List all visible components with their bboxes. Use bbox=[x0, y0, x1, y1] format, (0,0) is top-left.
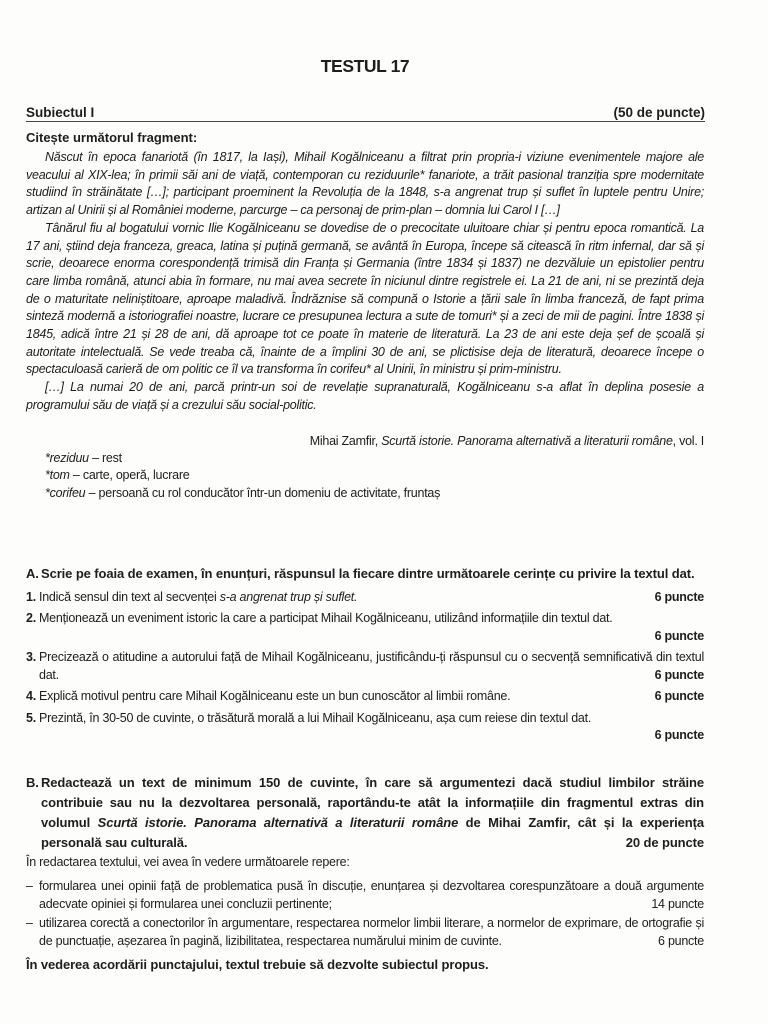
footnote bbox=[45, 467, 704, 485]
question-item bbox=[26, 589, 704, 607]
question-text: Explică motivul pentru care Mihail Kogălniceanu este un bun cunoscător al limbii române. bbox=[39, 689, 511, 703]
section-a-heading-text: Scrie pe foaia de examen, în enunțuri, răspunsul la fiecare dintre următoarele cerințe cu privire la textul dat. bbox=[41, 566, 695, 581]
criterion-dash: – bbox=[26, 879, 33, 893]
passage-paragraph: Născut în epoca fanariotă (în 1817, la Iași), Mihail Kogălniceanu a filtrat prin propria-i viziune evenimentele majore ale veacului al XIX-lea; în primii săi ani de viață, contemporan cu reziduurile* fanariote, a trăit pasional tranziția spre modernitate studiind în străinătate […]; participant proeminent la Revoluția de la 1848, s-a angrenat trup și suflet în luptele pentru Unire; artizan al Unirii și al României moderne, parcurge – ca personaj de prim-plan – domnia lui Carol I […] bbox=[26, 150, 704, 218]
subject-header bbox=[26, 105, 705, 122]
section-b-task bbox=[26, 773, 704, 853]
criterion-item bbox=[26, 914, 704, 950]
question-text: Precizează o atitudine a autorului față de Mihail Kogălniceanu, justificându-ți răspunsul cu o secvență semnificativă din textul dat. bbox=[39, 650, 704, 682]
question-text: Indică sensul din text al secvenței bbox=[39, 589, 220, 604]
question-list bbox=[26, 589, 704, 745]
footnote-definition: – persoană cu rol conducător într-un domeniu de activitate, fruntaș bbox=[85, 485, 441, 500]
footnote-definition: – rest bbox=[88, 450, 122, 465]
section-b-book-title: Scurtă istorie. Panorama alternativă a literaturii române bbox=[97, 815, 459, 830]
footnote-term: *tom bbox=[45, 468, 70, 483]
question-item bbox=[26, 649, 704, 684]
source-author: Mihai Zamfir, bbox=[309, 433, 382, 448]
criterion-text: utilizarea corectă a conectorilor în argumentare, respectarea normelor limbii literare, a normelor de exprimare, de ortografie și de punctuație, așezarea în pagină, lizibilitatea, respectarea numărului minim de cuvinte. bbox=[39, 916, 704, 948]
test-title: TESTUL 17 bbox=[320, 56, 410, 76]
section-a-letter: A. bbox=[26, 566, 39, 581]
source-volume: , vol. I bbox=[672, 433, 704, 448]
footnote bbox=[45, 485, 704, 503]
footnotes bbox=[45, 450, 704, 503]
subject-label: Subiectul I bbox=[26, 105, 95, 120]
question-text: Menționează un eveniment istoric la care a participat Mihail Kogălniceanu, utilizând informațiile din textul dat. bbox=[39, 611, 613, 625]
reading-block bbox=[26, 149, 704, 502]
section-b bbox=[26, 773, 704, 974]
section-a-heading bbox=[26, 565, 704, 583]
footnote-term: *corifeu bbox=[45, 485, 86, 500]
question-points: 6 puncte bbox=[654, 589, 704, 604]
question-quote: s-a angrenat trup și suflet. bbox=[219, 589, 358, 604]
passage bbox=[26, 149, 704, 415]
section-b-text-end: de Mihai Zamfir, cât și la experiența personală sau culturală. bbox=[41, 815, 704, 850]
question-number: 2. bbox=[26, 611, 36, 625]
footnote bbox=[45, 450, 704, 468]
section-a bbox=[26, 565, 704, 749]
question-points: 6 puncte bbox=[654, 667, 704, 682]
source-title: Scurtă istorie. Panorama alternativă a literaturii române bbox=[381, 433, 673, 448]
question-item bbox=[26, 688, 704, 706]
question-points: 6 puncte bbox=[654, 689, 704, 703]
question-item bbox=[26, 610, 704, 645]
question-points: 6 puncte bbox=[654, 628, 704, 643]
question-number: 4. bbox=[26, 689, 36, 703]
subject-points: (50 de puncte) bbox=[613, 105, 705, 120]
passage-paragraph: […] La numai 20 de ani, parcă printr-un soi de revelație supranaturală, Kogălniceanu s-a aflat în deplina posesie a programului său de viață și a crezului său social-politic. bbox=[26, 380, 704, 412]
criterion-text: formularea unei opinii față de problematica pusă în discuție, enunțarea și dezvoltarea corespunzătoare a două argumente adecvate opiniei și formularea unei concluzii pertinente; bbox=[39, 879, 704, 911]
question-number: 5. bbox=[26, 710, 36, 725]
passage-paragraph: Tânărul fiu al bogatului vornic Ilie Kogălniceanu se dovedise de o precocitate uluitoare chiar și pentru epoca romantică. La 17 ani, știind deja franceza, greaca, latina și puțină germană, se avântă în Europa, începe să citească în ritm infernal, dar să și scrie, deoarece enorma corespondență trimisă din Franța și Germania (între 1834 și 1837) ne dezvăluie un epistolier pentru care limba română, atunci abia în formare, nu mai avea secrete în niciunul dintre registrele ei. La 21 de ani, ni se prezintă deja de o maturitate neliniștitoare, aproape maladivă. Îndrăznise să compună o Istorie a țării sale în limba franceză, de fapt prima sinteză modernă a istoriografiei noastre, lucrare ce presupunea lectura a sute de tomuri* și a zeci de mii de pagini. Între 1838 și 1845, adică între 21 și 28 de ani, dă aproape tot ce poate în materie de literatură. La 23 de ani este deja șef de școală și autoritate intelectuală. Se vede treaba că, înainte de a împlini 30 de ani, se plictisise deja de literatură, deoarece începe o spectaculoasă carieră de om politic ce îl va transforma în corifeu* al Unirii, în ministru și prim-ministru. bbox=[26, 220, 704, 377]
criteria-intro: În redactarea textului, vei avea în vedere următoarele repere: bbox=[26, 855, 350, 869]
section-b-letter: B. bbox=[26, 775, 39, 790]
question-number: 3. bbox=[26, 650, 36, 664]
question-item bbox=[26, 710, 704, 745]
criterion-points: 14 puncte bbox=[651, 897, 704, 911]
question-number: 1. bbox=[26, 589, 36, 604]
final-note: În vederea acordării punctajului, textul trebuie să dezvolte subiectul propus. bbox=[26, 957, 489, 972]
reading-instruction: Citește următorul fragment: bbox=[26, 130, 198, 145]
question-points: 6 puncte bbox=[654, 728, 704, 742]
footnote-term: *reziduu bbox=[45, 450, 89, 465]
question-text: Prezintă, în 30-50 de cuvinte, o trăsătură morală a lui Mihail Kogălniceanu, așa cum reiese din textul dat. bbox=[39, 710, 592, 725]
source-citation bbox=[26, 432, 704, 450]
criterion-points: 6 puncte bbox=[658, 934, 704, 948]
criterion-item bbox=[26, 877, 704, 913]
section-b-points: 20 de puncte bbox=[625, 835, 704, 850]
criterion-dash: – bbox=[26, 916, 33, 930]
footnote-definition: – carte, operă, lucrare bbox=[69, 468, 190, 483]
section-b-text: Redactează un text de minimum 150 de cuvinte, în care să argumentezi dacă studiul limbilor străine contribuie sau nu la dezvoltarea personală, raportându-te atât la informațiile din fragmentul extras din volumul bbox=[41, 775, 704, 830]
